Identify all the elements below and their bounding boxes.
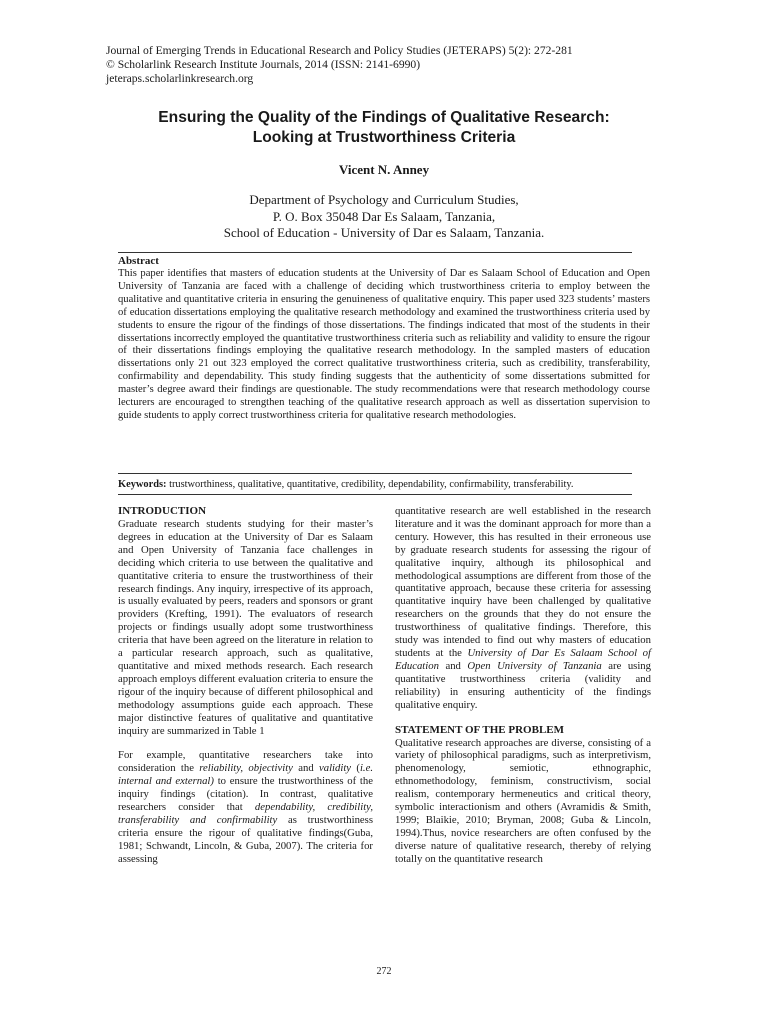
right-column (395, 505, 651, 878)
abstract-heading: Abstract (118, 255, 159, 267)
affiliation-line-1: Department of Psychology and Curriculum Studies, (249, 192, 519, 207)
journal-citation: Journal of Emerging Trends in Educational Research and Policy Studies (JETERAPS) 5(2): 272-281 (106, 44, 573, 57)
divider-bottom (118, 494, 632, 495)
copyright-line: © Scholarlink Research Institute Journals, 2014 (ISSN: 2141-6990) (106, 58, 421, 71)
keywords-label: Keywords: (118, 479, 167, 490)
left-column (118, 505, 373, 878)
introduction-paragraph-1: Graduate research students studying for their master’s degrees in education at the University of Dar es Salaam and Open University of Tanzania face challenges in deciding which criteria to use between the qualitative and quantitative criteria to ensure the trustworthiness of their research findings. Any inquiry, irrespective of its approach, is usually evaluated by peers, readers and sponsors or grant providers (Krefting, 1991). The evaluators of research projects or findings usually adopt some trustworthiness criteria that have been agreed on the literature in relation to a particular research approach, such as qualitative, quantitative and mixed methods research. Each research approach employs different evaluation criteria to ensure the rigour of the inquiry because of different philosophical and methodology assumptions guide each approach. These major distinctive features of qualitative and quantitative inquiry are summarized in Table 1 (118, 518, 373, 737)
introduction-paragraph-2: For example, quantitative researchers take into consideration the reliability, objectivity and validity (i.e. internal and external) to ensure the trustworthiness of the inquiry findings (citation). In contrast, qualitative researchers consider that dependability, credibility, transferability and confirmability as trustworthiness criteria ensure the rigour of qualitative findings(Guba, 1981; Schwandt, Lincoln, & Guba, 2007). The criteria for assessing (118, 749, 373, 865)
author-name: Vicent N. Anney (338, 162, 430, 177)
paper-title (0, 108, 768, 148)
divider-top (118, 252, 632, 253)
keywords (118, 478, 658, 491)
journal-header (106, 44, 573, 86)
divider-middle (118, 473, 632, 474)
author-affiliation (0, 192, 768, 242)
introduction-continued: quantitative research are well established in the research literature and it was the dominant approach for more than a century. However, this has resulted in their erroneous use by graduate research students for assessing the rigour of qualitative inquiry, although its philosophical and methodological assumptions are different from those of the quantitative approach, because these criteria for assessing quantitative inquiry have been challenged by qualitative researchers on the grounds that they do not ensure the trustworthiness of qualitative findings. Therefore, this study was intended to find out why masters of education students at the University of Dar Es Salaam School of Education and Open University of Tanzania are using quantitative trustworthiness criteria (validity and reliability) in ensuring authenticity of the findings qualitative enquiry. (395, 505, 651, 711)
problem-statement-paragraph: Qualitative research approaches are diverse, consisting of a variety of philosophical paradigms, such as interpretivism, phenomenology, semiotic, ethnographic, ethnomethodology, feminism, constructivism, social realism, contemporary hermeneutics and critical theory, symbolic interactionism and others (Avramidis & Smith, 1999; Blaikie, 2010; Bryman, 2008; Guba & Lincoln, 1994).Thus, novice researchers are often confused by the diverse nature of qualitative research, thereby of relying totally on the quantitative research (395, 736, 651, 865)
title-line-1: Ensuring the Quality of the Findings of Qualitative Research: (158, 109, 610, 126)
affiliation-line-3: School of Education - University of Dar es Salaam, Tanzania. (223, 225, 545, 240)
affiliation-line-2: P. O. Box 35048 Dar Es Salaam, Tanzania, (272, 208, 496, 224)
page-number: 272 (376, 966, 392, 977)
journal-website: jeteraps.scholarlinkresearch.org (106, 72, 254, 85)
abstract-text: This paper identifies that masters of education students at the University of Dar es Salaam School of Education and Open University of Tanzania are faced with a challenge of deciding which trustworthiness criteria to employ between the qualitative and quantitative criteria in ensuring the genuineness of qualitative enquiry. This paper used 323 students’ masters of education dissertations employing the qualitative research methodology and examined the trustworthiness criteria used by students to ensure the rigour of the findings of those dissertations. The findings indicated that most of the students in their dissertations incorrectly employed the quantitative trustworthiness criteria such as reliability and validity to ensure the rigour of their dissertations findings employing the qualitative research methodology. In the sampled masters of education dissertations only 21 out 323 employed the correct qualitative trustworthiness criteria, such as credibility, transferability, confirmability and dependability. This study finding suggests that the authenticity of some dissertations submitted for master’s degree award their findings are questionable. The study recommendations were that research methodology course lecturers are encouraged to strengthen teaching of the qualitative research approach as well as dissertation supervision to guide students to apply correct trustworthiness criteria for qualitative research methodologies. (118, 268, 650, 421)
introduction-heading: INTRODUCTION (118, 505, 207, 517)
problem-statement-heading: STATEMENT OF THE PROBLEM (395, 723, 565, 736)
title-line-2: Looking at Trustworthiness Criteria (252, 129, 516, 146)
keywords-list: trustworthiness, qualitative, quantitative, credibility, dependability, confirmability, transferability. (166, 479, 574, 490)
